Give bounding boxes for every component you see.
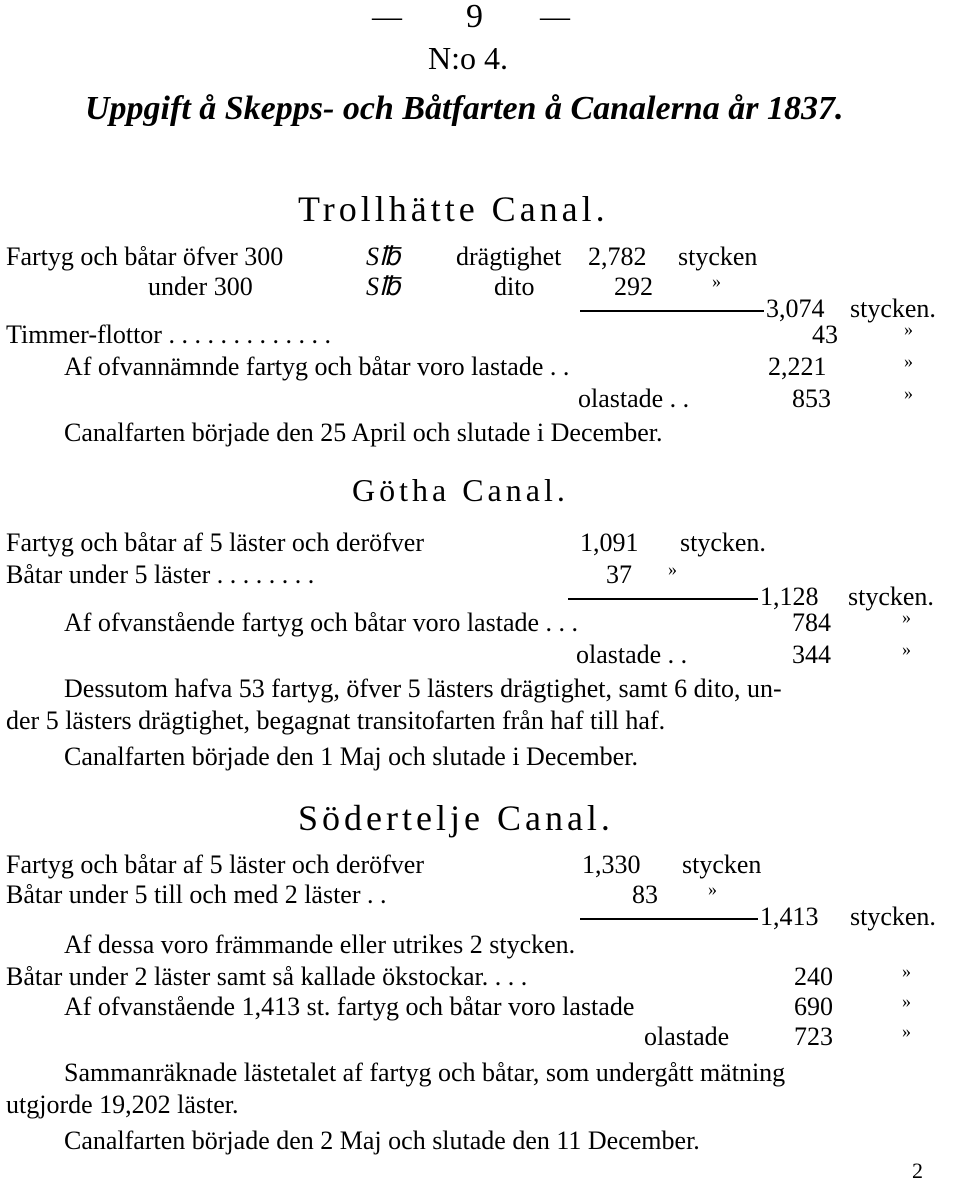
trollhatte-line2-label: under 300 (148, 272, 253, 301)
page-title: Uppgift å Skepps- och Båtfarten å Canalerna år 1837. (85, 90, 844, 127)
sodertelje-line1-word: stycken (682, 850, 762, 879)
trollhatte-line1-value: 2,782 (588, 242, 647, 271)
sodertelje-lastade-ditto: » (902, 991, 911, 1011)
sodertelje-season: Canalfarten började den 2 Maj och slutade den 11 December. (64, 1126, 700, 1155)
trollhatte-line1-mid: drägtighet (456, 242, 562, 271)
trollhatte-lastade-ditto: » (904, 351, 913, 371)
trollhatte-line1-label: Fartyg och båtar öfver 300 (6, 242, 284, 271)
gotha-paragraph-line1: Dessutom hafva 53 fartyg, öfver 5 lästers drägtighet, samt 6 dito, un- (64, 674, 782, 703)
sodertelje-lastade-label: Af ofvanstående 1,413 st. fartyg och båtar voro lastade (64, 992, 635, 1021)
sodertelje-sum-rule (580, 918, 758, 920)
gotha-lastade-label: Af ofvanstående fartyg och båtar voro lastade . . . (64, 608, 579, 637)
trollhatte-line2-unit: S℔ (366, 272, 401, 301)
gotha-sum-rule (568, 598, 758, 600)
sodertelje-line1-label: Fartyg och båtar af 5 läster och deröfver (6, 850, 424, 879)
trollhatte-timmer-label: Timmer-flottor . . . . . . . . . . . . . (6, 320, 331, 349)
sodertelje-olastade-label: olastade (644, 1022, 730, 1051)
gotha-season: Canalfarten började den 1 Maj och slutade i December. (64, 742, 638, 771)
trollhatte-sum-rule (580, 310, 764, 312)
header-dash-left: — (372, 0, 402, 33)
sodertelje-paragraph-line1: Sammanräknade lästetalet af fartyg och båtar, som undergått mätning (64, 1058, 786, 1087)
sodertelje-lastade-value: 690 (794, 992, 833, 1021)
gotha-paragraph-line2: der 5 lästers drägtighet, begagnat transitofarten från haf till haf. (6, 706, 666, 735)
trollhatte-olastade-value: 853 (792, 384, 831, 413)
gotha-olastade-ditto: » (902, 639, 911, 659)
trollhatte-lastade-value: 2,221 (768, 352, 827, 381)
gotha-line1-word: stycken. (680, 528, 766, 557)
sodertelje-total: 1,413 (760, 902, 819, 931)
trollhatte-line2-mid: dito (494, 272, 535, 301)
sodertelje-line3-ditto: » (902, 961, 911, 981)
sodertelje-line1-value: 1,330 (582, 850, 641, 879)
gotha-total: 1,128 (760, 582, 819, 611)
trollhatte-timmer-value: 43 (812, 320, 838, 349)
gotha-lastade-ditto: » (902, 607, 911, 627)
gotha-line2-label: Båtar under 5 läster . . . . . . . . (6, 560, 315, 589)
trollhatte-heading: Trollhätte Canal. (298, 189, 609, 229)
trollhatte-line1-unit: S℔ (366, 242, 401, 271)
sodertelje-line3-value: 240 (794, 962, 833, 991)
sodertelje-olastade-ditto: » (902, 1021, 911, 1041)
gotha-olastade-label: olastade . . (576, 640, 688, 669)
gotha-line1-label: Fartyg och båtar af 5 läster och deröfver (6, 528, 424, 557)
trollhatte-timmer-ditto: » (904, 319, 913, 339)
gotha-olastade-value: 344 (792, 640, 831, 669)
gotha-heading: Götha Canal. (352, 472, 569, 508)
sodertelje-line2-value: 83 (632, 880, 658, 909)
trollhatte-line2-value: 292 (614, 272, 653, 301)
trollhatte-lastade-label: Af ofvannämnde fartyg och båtar voro lastade . . (64, 352, 570, 381)
sodertelje-olastade-value: 723 (794, 1022, 833, 1051)
trollhatte-total: 3,074 (766, 294, 825, 323)
sodertelje-total-word: stycken. (850, 902, 936, 931)
sodertelje-paragraph-line2: utgjorde 19,202 läster. (6, 1090, 239, 1119)
trollhatte-line1-word: stycken (678, 242, 758, 271)
sodertelje-foreign: Af dessa voro främmande eller utrikes 2 stycken. (64, 930, 576, 959)
sodertelje-line3-label: Båtar under 2 läster samt så kallade ökstockar. . . . (6, 962, 528, 991)
signature-mark: 2 (912, 1158, 923, 1183)
header-dash-right: — (540, 0, 570, 33)
sodertelje-line2-ditto: » (708, 879, 717, 899)
gotha-line2-value: 37 (606, 560, 632, 589)
trollhatte-olastade-label: olastade . . (578, 384, 690, 413)
trollhatte-olastade-ditto: » (904, 383, 913, 403)
trollhatte-line2-ditto: » (712, 271, 721, 291)
gotha-line1-value: 1,091 (580, 528, 639, 557)
gotha-line2-ditto: » (668, 559, 677, 579)
gotha-lastade-value: 784 (792, 608, 831, 637)
section-number: N:o 4. (428, 40, 508, 76)
trollhatte-season: Canalfarten började den 25 April och slutade i December. (64, 418, 663, 447)
page-number: 9 (466, 0, 483, 35)
sodertelje-heading: Södertelje Canal. (298, 798, 614, 838)
sodertelje-line2-label: Båtar under 5 till och med 2 läster . . (6, 880, 387, 909)
trollhatte-total-word: stycken. (850, 294, 936, 323)
gotha-total-word: stycken. (848, 582, 934, 611)
